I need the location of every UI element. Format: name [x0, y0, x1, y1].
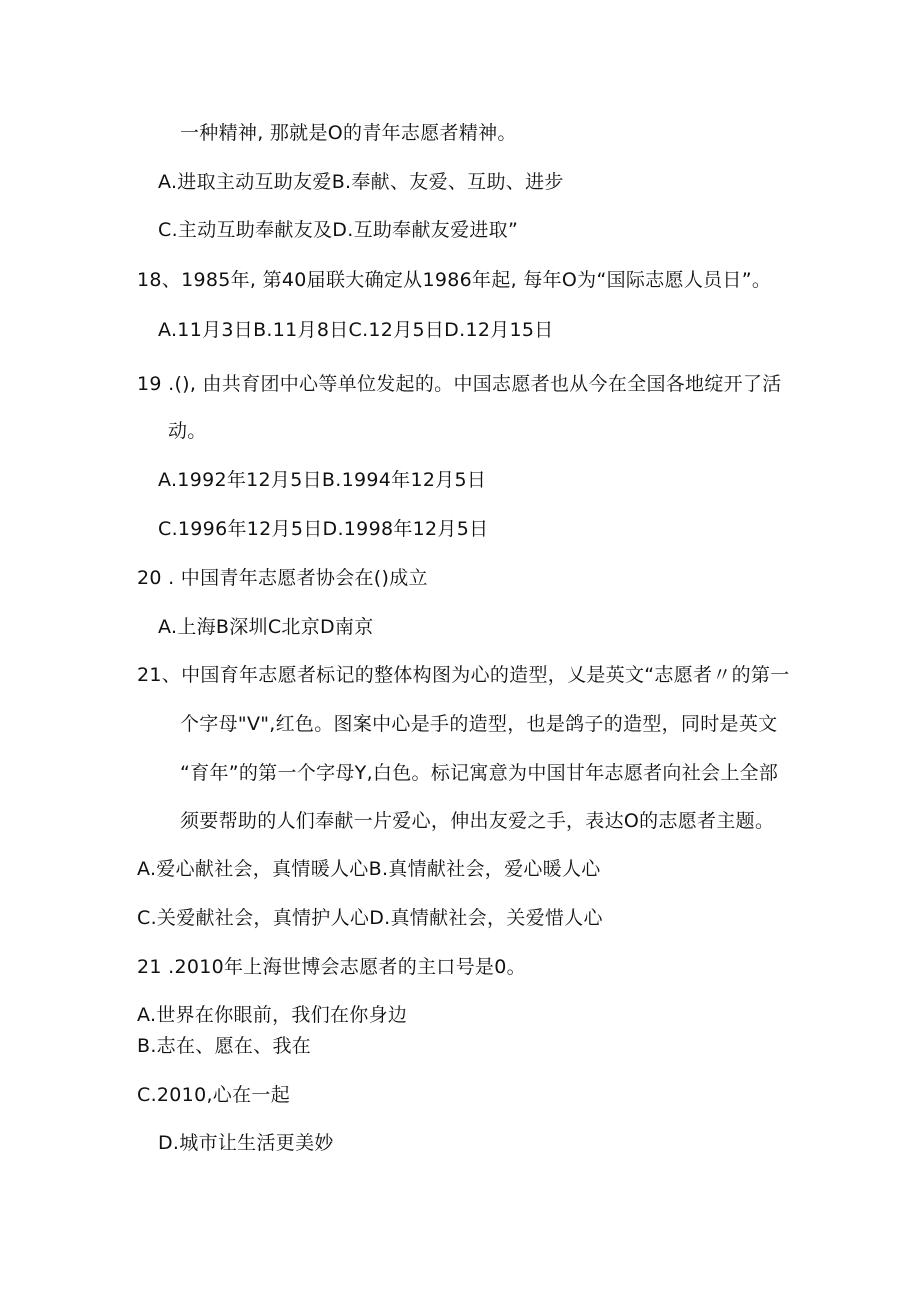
text-line-7: 动。: [168, 420, 207, 442]
text-line-20: B.志在、愿在、我在: [137, 1035, 312, 1057]
text-line-8: A.1992年12月5日B.1994年12月5日: [158, 469, 487, 491]
text-line-22: D.城市让生活更美妙: [158, 1132, 334, 1154]
text-line-4: 18、1985年, 第40届联大确定从1986年起, 每年O为“国际志愿人员日”。: [137, 269, 772, 291]
text-line-17: C.关爱献社会，真情护人心D.真情献社会，关爱惜人心: [137, 907, 603, 929]
text-line-14: “育年”的第一个字母Y,白色。标记寓意为中国甘年志愿者向社会上全部: [180, 762, 779, 784]
text-line-11: A.上海B深圳C北京D南京: [158, 616, 374, 638]
text-line-10: 20 . 中国青年志愿者协会在()成立: [137, 567, 428, 589]
text-line-1: 一种精神, 那就是O的青年志愿者精神。: [180, 122, 517, 144]
text-line-2: A.进取主动互助友爱B.奉献、友爱、互助、进步: [158, 171, 564, 193]
text-line-3: C.主动互助奉献友及D.互助奉献友爱进取”: [158, 219, 519, 241]
text-line-16: A.爱心献社会，真情暖人心B.真情献社会，爱心暖人心: [137, 858, 601, 880]
text-line-12: 21、中国育年志愿者标记的整体构图为心的造型，乂是英文“志愿者〃的第一: [137, 664, 790, 686]
text-line-15: 须要帮助的人们奉献一片爱心，伸出友爱之手，表达O的志愿者主题。: [180, 810, 775, 832]
text-line-13: 个字母"V",红色。图案中心是手的造型，也是鸽子的造型，同时是英文: [180, 713, 778, 735]
text-line-5: A.11月3日B.11月8日C.12月5日D.12月15日: [158, 319, 554, 341]
text-line-6: 19 .(), 由共育团中心等单位发起的。中国志愿者也从今在全国各地绽开了活: [137, 373, 782, 395]
text-line-9: C.1996年12月5日D.1998年12月5日: [158, 518, 489, 540]
text-line-19: A.世界在你眼前，我们在你身边: [137, 1004, 408, 1026]
text-line-21: C.2010,心在一起: [137, 1084, 290, 1106]
text-line-18: 21 .2010年上海世博会志愿者的主口号是0。: [137, 956, 526, 978]
